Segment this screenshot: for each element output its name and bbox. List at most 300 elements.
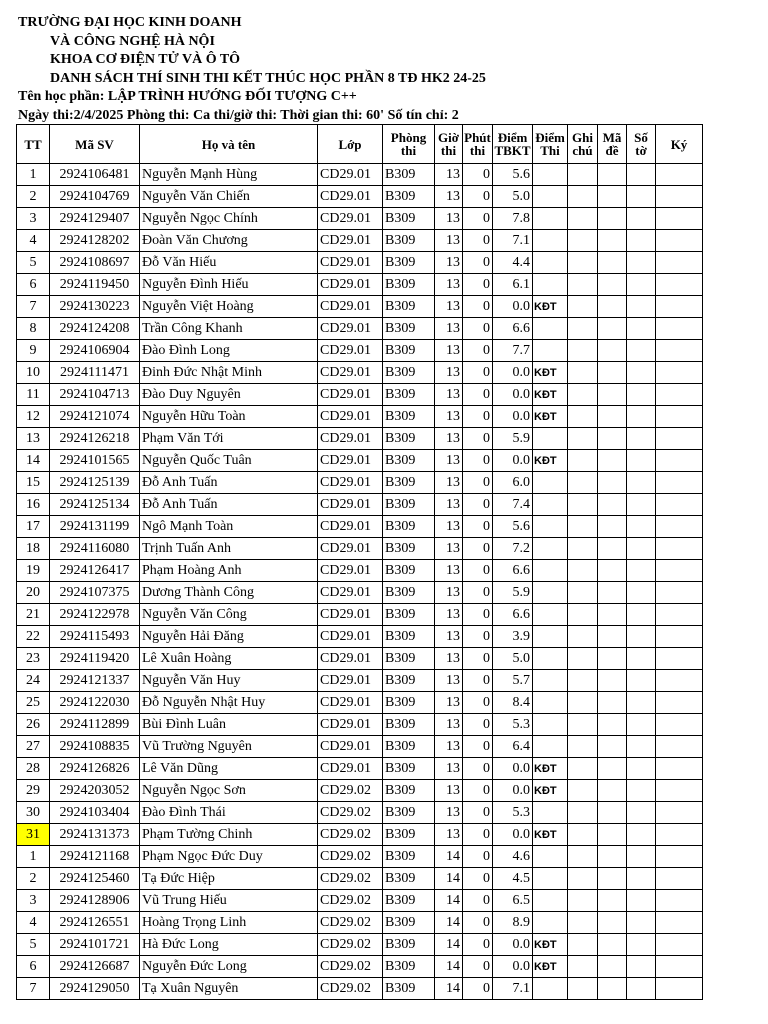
cell-minute: 0 [463, 296, 493, 318]
cell-class: CD29.01 [318, 428, 383, 450]
cell-room: B309 [383, 978, 435, 1000]
cell-exam-code [598, 384, 627, 406]
cell-tt: 24 [17, 670, 50, 692]
table-header-row [17, 125, 703, 164]
table-row [17, 560, 703, 582]
cell-exam-code [598, 406, 627, 428]
cell-minute: 0 [463, 340, 493, 362]
cell-exam-code [598, 296, 627, 318]
cell-note [568, 956, 598, 978]
cell-note [568, 538, 598, 560]
cell-tt: 16 [17, 494, 50, 516]
cell-signature [656, 494, 703, 516]
cell-class: CD29.01 [318, 318, 383, 340]
cell-student-id: 2924119450 [50, 274, 140, 296]
col-signature: Ký [656, 125, 703, 164]
cell-avg-score: 5.3 [493, 714, 533, 736]
cell-note [568, 274, 598, 296]
cell-student-id: 2924203052 [50, 780, 140, 802]
cell-sheet-count [627, 560, 656, 582]
cell-tt: 6 [17, 956, 50, 978]
cell-room: B309 [383, 384, 435, 406]
cell-tt: 3 [17, 890, 50, 912]
cell-exam-code [598, 362, 627, 384]
cell-tt: 19 [17, 560, 50, 582]
cell-tt: 5 [17, 934, 50, 956]
cell-student-id: 2924101721 [50, 934, 140, 956]
cell-class: CD29.01 [318, 670, 383, 692]
cell-exam-code [598, 956, 627, 978]
cell-student-id: 2924126687 [50, 956, 140, 978]
cell-sheet-count [627, 384, 656, 406]
cell-room: B309 [383, 252, 435, 274]
cell-avg-score: 5.6 [493, 516, 533, 538]
cell-full-name: Đỗ Nguyễn Nhật Huy [140, 692, 318, 714]
cell-sheet-count [627, 604, 656, 626]
cell-hour: 13 [435, 208, 463, 230]
col-room: Phòng thi [383, 125, 435, 164]
cell-signature [656, 340, 703, 362]
cell-minute: 0 [463, 186, 493, 208]
cell-class: CD29.01 [318, 384, 383, 406]
cell-class: CD29.02 [318, 956, 383, 978]
cell-tt: 25 [17, 692, 50, 714]
cell-sheet-count [627, 252, 656, 274]
table-row [17, 428, 703, 450]
cell-signature [656, 538, 703, 560]
table-row [17, 362, 703, 384]
cell-signature [656, 714, 703, 736]
cell-full-name: Phạm Ngọc Đức Duy [140, 846, 318, 868]
cell-student-id: 2924131199 [50, 516, 140, 538]
cell-student-id: 2924128906 [50, 890, 140, 912]
cell-room: B309 [383, 736, 435, 758]
cell-exam-code [598, 560, 627, 582]
cell-student-id: 2924107375 [50, 582, 140, 604]
cell-sheet-count [627, 802, 656, 824]
cell-room: B309 [383, 428, 435, 450]
cell-full-name: Lê Văn Dũng [140, 758, 318, 780]
cell-student-id: 2924116080 [50, 538, 140, 560]
cell-full-name: Nguyễn Mạnh Hùng [140, 164, 318, 186]
cell-minute: 0 [463, 956, 493, 978]
table-row [17, 208, 703, 230]
cell-exam-code [598, 252, 627, 274]
cell-avg-score: 6.6 [493, 318, 533, 340]
cell-full-name: Nguyễn Đức Long [140, 956, 318, 978]
cell-student-id: 2924125460 [50, 868, 140, 890]
cell-sheet-count [627, 626, 656, 648]
cell-sheet-count [627, 450, 656, 472]
cell-note-flag [533, 802, 568, 824]
cell-student-id: 2924104713 [50, 384, 140, 406]
cell-full-name: Nguyễn Việt Hoàng [140, 296, 318, 318]
cell-tt: 4 [17, 912, 50, 934]
cell-sheet-count [627, 340, 656, 362]
cell-class: CD29.01 [318, 164, 383, 186]
cell-signature [656, 670, 703, 692]
cell-note [568, 318, 598, 340]
cell-full-name: Tạ Xuân Nguyên [140, 978, 318, 1000]
cell-student-id: 2924112899 [50, 714, 140, 736]
cell-minute: 0 [463, 978, 493, 1000]
cell-note-flag [533, 340, 568, 362]
cell-hour: 13 [435, 318, 463, 340]
cell-sheet-count [627, 912, 656, 934]
cell-minute: 0 [463, 890, 493, 912]
cell-note [568, 802, 598, 824]
school-name-line2: VÀ CÔNG NGHỆ HÀ NỘI [50, 33, 215, 49]
table-row [17, 956, 703, 978]
cell-note-flag [533, 560, 568, 582]
cell-minute: 0 [463, 582, 493, 604]
cell-signature [656, 846, 703, 868]
cell-room: B309 [383, 846, 435, 868]
table-row [17, 912, 703, 934]
cell-room: B309 [383, 802, 435, 824]
cell-hour: 13 [435, 802, 463, 824]
cell-class: CD29.02 [318, 912, 383, 934]
cell-note-flag [533, 978, 568, 1000]
cell-minute: 0 [463, 318, 493, 340]
cell-class: CD29.01 [318, 626, 383, 648]
cell-note [568, 890, 598, 912]
cell-room: B309 [383, 648, 435, 670]
cell-room: B309 [383, 956, 435, 978]
cell-full-name: Đỗ Anh Tuấn [140, 494, 318, 516]
cell-sheet-count [627, 868, 656, 890]
course-name: Tên học phần: LẬP TRÌNH HƯỚNG ĐỐI TƯỢNG C++ [18, 89, 357, 104]
cell-tt: 10 [17, 362, 50, 384]
cell-note-flag: KĐT [533, 450, 568, 472]
cell-full-name: Đào Đình Thái [140, 802, 318, 824]
table-row [17, 318, 703, 340]
cell-avg-score: 0.0 [493, 362, 533, 384]
cell-signature [656, 648, 703, 670]
cell-student-id: 2924104769 [50, 186, 140, 208]
cell-full-name: Đỗ Anh Tuấn [140, 472, 318, 494]
cell-sheet-count [627, 670, 656, 692]
cell-exam-code [598, 538, 627, 560]
cell-tt: 5 [17, 252, 50, 274]
cell-class: CD29.02 [318, 780, 383, 802]
cell-sheet-count [627, 714, 656, 736]
cell-signature [656, 604, 703, 626]
cell-exam-code [598, 714, 627, 736]
table-row [17, 164, 703, 186]
cell-exam-code [598, 494, 627, 516]
cell-note [568, 186, 598, 208]
cell-sheet-count [627, 780, 656, 802]
cell-hour: 13 [435, 604, 463, 626]
table-row [17, 340, 703, 362]
table-row [17, 296, 703, 318]
cell-tt: 2 [17, 868, 50, 890]
cell-exam-code [598, 164, 627, 186]
cell-full-name: Phạm Hoàng Anh [140, 560, 318, 582]
cell-hour: 13 [435, 164, 463, 186]
cell-full-name: Trần Công Khanh [140, 318, 318, 340]
cell-full-name: Nguyễn Văn Huy [140, 670, 318, 692]
cell-avg-score: 0.0 [493, 780, 533, 802]
cell-tt: 11 [17, 384, 50, 406]
cell-full-name: Đinh Đức Nhật Minh [140, 362, 318, 384]
cell-sheet-count [627, 274, 656, 296]
col-hour: Giờ thi [435, 125, 463, 164]
cell-full-name: Vũ Trường Nguyên [140, 736, 318, 758]
cell-tt: 31 [17, 824, 50, 846]
cell-hour: 13 [435, 428, 463, 450]
cell-student-id: 2924103404 [50, 802, 140, 824]
cell-avg-score: 0.0 [493, 956, 533, 978]
cell-note-flag: KĐT [533, 406, 568, 428]
cell-room: B309 [383, 670, 435, 692]
cell-minute: 0 [463, 406, 493, 428]
cell-room: B309 [383, 758, 435, 780]
cell-full-name: Ngô Mạnh Toàn [140, 516, 318, 538]
cell-hour: 13 [435, 472, 463, 494]
cell-note-flag: KĐT [533, 296, 568, 318]
cell-signature [656, 802, 703, 824]
cell-student-id: 2924128202 [50, 230, 140, 252]
table-body [17, 164, 703, 1000]
cell-exam-code [598, 890, 627, 912]
cell-note-flag [533, 230, 568, 252]
cell-room: B309 [383, 164, 435, 186]
cell-note [568, 296, 598, 318]
cell-hour: 13 [435, 494, 463, 516]
cell-student-id: 2924125134 [50, 494, 140, 516]
cell-signature [656, 362, 703, 384]
faculty-name: KHOA CƠ ĐIỆN TỬ VÀ Ô TÔ [50, 52, 241, 67]
cell-tt: 18 [17, 538, 50, 560]
cell-student-id: 2924130223 [50, 296, 140, 318]
cell-full-name: Lê Xuân Hoàng [140, 648, 318, 670]
cell-exam-code [598, 736, 627, 758]
cell-avg-score: 4.4 [493, 252, 533, 274]
cell-avg-score: 5.0 [493, 648, 533, 670]
cell-signature [656, 868, 703, 890]
table-row [17, 670, 703, 692]
cell-minute: 0 [463, 252, 493, 274]
cell-exam-code [598, 780, 627, 802]
cell-note-flag: KĐT [533, 956, 568, 978]
cell-class: CD29.01 [318, 296, 383, 318]
cell-sheet-count [627, 692, 656, 714]
school-name-line1: TRƯỜNG ĐẠI HỌC KINH DOANH [18, 15, 242, 30]
cell-exam-code [598, 186, 627, 208]
cell-minute: 0 [463, 494, 493, 516]
cell-signature [656, 912, 703, 934]
cell-student-id: 2924121168 [50, 846, 140, 868]
cell-minute: 0 [463, 516, 493, 538]
cell-avg-score: 4.5 [493, 868, 533, 890]
cell-minute: 0 [463, 714, 493, 736]
cell-hour: 13 [435, 736, 463, 758]
cell-note [568, 582, 598, 604]
cell-minute: 0 [463, 208, 493, 230]
cell-room: B309 [383, 230, 435, 252]
cell-room: B309 [383, 340, 435, 362]
cell-class: CD29.01 [318, 406, 383, 428]
cell-class: CD29.01 [318, 274, 383, 296]
cell-tt: 28 [17, 758, 50, 780]
cell-note [568, 208, 598, 230]
col-exam-code: Mã đề [598, 125, 627, 164]
cell-hour: 13 [435, 780, 463, 802]
cell-full-name: Nguyễn Hải Đăng [140, 626, 318, 648]
cell-note [568, 450, 598, 472]
cell-student-id: 2924111471 [50, 362, 140, 384]
table-row [17, 780, 703, 802]
cell-sheet-count [627, 758, 656, 780]
cell-note [568, 758, 598, 780]
cell-full-name: Nguyễn Văn Công [140, 604, 318, 626]
cell-exam-code [598, 978, 627, 1000]
table-row [17, 736, 703, 758]
cell-tt: 27 [17, 736, 50, 758]
cell-tt: 1 [17, 164, 50, 186]
cell-signature [656, 626, 703, 648]
cell-note-flag: KĐT [533, 758, 568, 780]
cell-room: B309 [383, 516, 435, 538]
col-sheet-count: Số tờ [627, 125, 656, 164]
cell-tt: 21 [17, 604, 50, 626]
cell-note-flag [533, 516, 568, 538]
cell-hour: 14 [435, 890, 463, 912]
cell-note-flag [533, 274, 568, 296]
cell-class: CD29.01 [318, 252, 383, 274]
cell-signature [656, 164, 703, 186]
cell-exam-code [598, 274, 627, 296]
cell-room: B309 [383, 494, 435, 516]
cell-hour: 13 [435, 450, 463, 472]
cell-avg-score: 3.9 [493, 626, 533, 648]
cell-exam-code [598, 450, 627, 472]
cell-note-flag [533, 648, 568, 670]
col-exam-score: Điểm Thi [533, 125, 568, 164]
cell-hour: 14 [435, 868, 463, 890]
cell-full-name: Đào Duy Nguyên [140, 384, 318, 406]
col-full-name: Họ và tên [140, 125, 318, 164]
cell-signature [656, 186, 703, 208]
cell-exam-code [598, 934, 627, 956]
cell-avg-score: 7.1 [493, 978, 533, 1000]
cell-note-flag: KĐT [533, 824, 568, 846]
cell-tt: 4 [17, 230, 50, 252]
cell-note-flag [533, 626, 568, 648]
cell-exam-code [598, 582, 627, 604]
cell-signature [656, 384, 703, 406]
table-row [17, 450, 703, 472]
table-row [17, 582, 703, 604]
cell-avg-score: 5.9 [493, 582, 533, 604]
cell-tt: 12 [17, 406, 50, 428]
cell-tt: 6 [17, 274, 50, 296]
cell-avg-score: 0.0 [493, 934, 533, 956]
cell-room: B309 [383, 296, 435, 318]
cell-full-name: Phạm Văn Tới [140, 428, 318, 450]
list-title: DANH SÁCH THÍ SINH THI KẾT THÚC HỌC PHẦN 8 TĐ HK2 24-25 [50, 70, 486, 86]
cell-note [568, 604, 598, 626]
cell-note [568, 626, 598, 648]
cell-note [568, 406, 598, 428]
cell-sheet-count [627, 164, 656, 186]
cell-note [568, 912, 598, 934]
cell-full-name: Nguyễn Đình Hiếu [140, 274, 318, 296]
table-row [17, 274, 703, 296]
cell-minute: 0 [463, 692, 493, 714]
cell-minute: 0 [463, 626, 493, 648]
cell-minute: 0 [463, 560, 493, 582]
cell-signature [656, 406, 703, 428]
cell-note-flag [533, 736, 568, 758]
cell-class: CD29.01 [318, 560, 383, 582]
cell-sheet-count [627, 736, 656, 758]
cell-class: CD29.01 [318, 538, 383, 560]
cell-tt: 23 [17, 648, 50, 670]
cell-minute: 0 [463, 912, 493, 934]
cell-note [568, 780, 598, 802]
cell-note-flag: KĐT [533, 934, 568, 956]
cell-student-id: 2924106904 [50, 340, 140, 362]
cell-hour: 13 [435, 670, 463, 692]
table-row [17, 472, 703, 494]
cell-room: B309 [383, 626, 435, 648]
cell-sheet-count [627, 494, 656, 516]
cell-minute: 0 [463, 824, 493, 846]
cell-signature [656, 318, 703, 340]
cell-avg-score: 7.1 [493, 230, 533, 252]
cell-signature [656, 582, 703, 604]
cell-note-flag [533, 208, 568, 230]
cell-minute: 0 [463, 450, 493, 472]
cell-tt: 22 [17, 626, 50, 648]
exam-info: Ngày thi:2/4/2025 Phòng thi: Ca thi/giờ thi: Thời gian thi: 60' Số tín chỉ: 2 [18, 107, 459, 123]
table-row [17, 846, 703, 868]
cell-note-flag [533, 912, 568, 934]
cell-sheet-count [627, 934, 656, 956]
cell-hour: 14 [435, 846, 463, 868]
col-tt: TT [17, 125, 50, 164]
cell-tt: 26 [17, 714, 50, 736]
cell-signature [656, 890, 703, 912]
cell-note-flag: KĐT [533, 384, 568, 406]
cell-class: CD29.01 [318, 450, 383, 472]
cell-tt: 7 [17, 978, 50, 1000]
cell-hour: 13 [435, 626, 463, 648]
cell-exam-code [598, 670, 627, 692]
cell-class: CD29.01 [318, 472, 383, 494]
cell-full-name: Đào Đình Long [140, 340, 318, 362]
cell-hour: 13 [435, 648, 463, 670]
cell-signature [656, 274, 703, 296]
cell-hour: 13 [435, 296, 463, 318]
cell-exam-code [598, 516, 627, 538]
cell-exam-code [598, 230, 627, 252]
cell-room: B309 [383, 890, 435, 912]
table-row [17, 978, 703, 1000]
cell-student-id: 2924115493 [50, 626, 140, 648]
cell-sheet-count [627, 472, 656, 494]
cell-sheet-count [627, 956, 656, 978]
cell-student-id: 2924122030 [50, 692, 140, 714]
cell-sheet-count [627, 362, 656, 384]
cell-class: CD29.01 [318, 340, 383, 362]
cell-signature [656, 450, 703, 472]
cell-signature [656, 230, 703, 252]
cell-sheet-count [627, 824, 656, 846]
